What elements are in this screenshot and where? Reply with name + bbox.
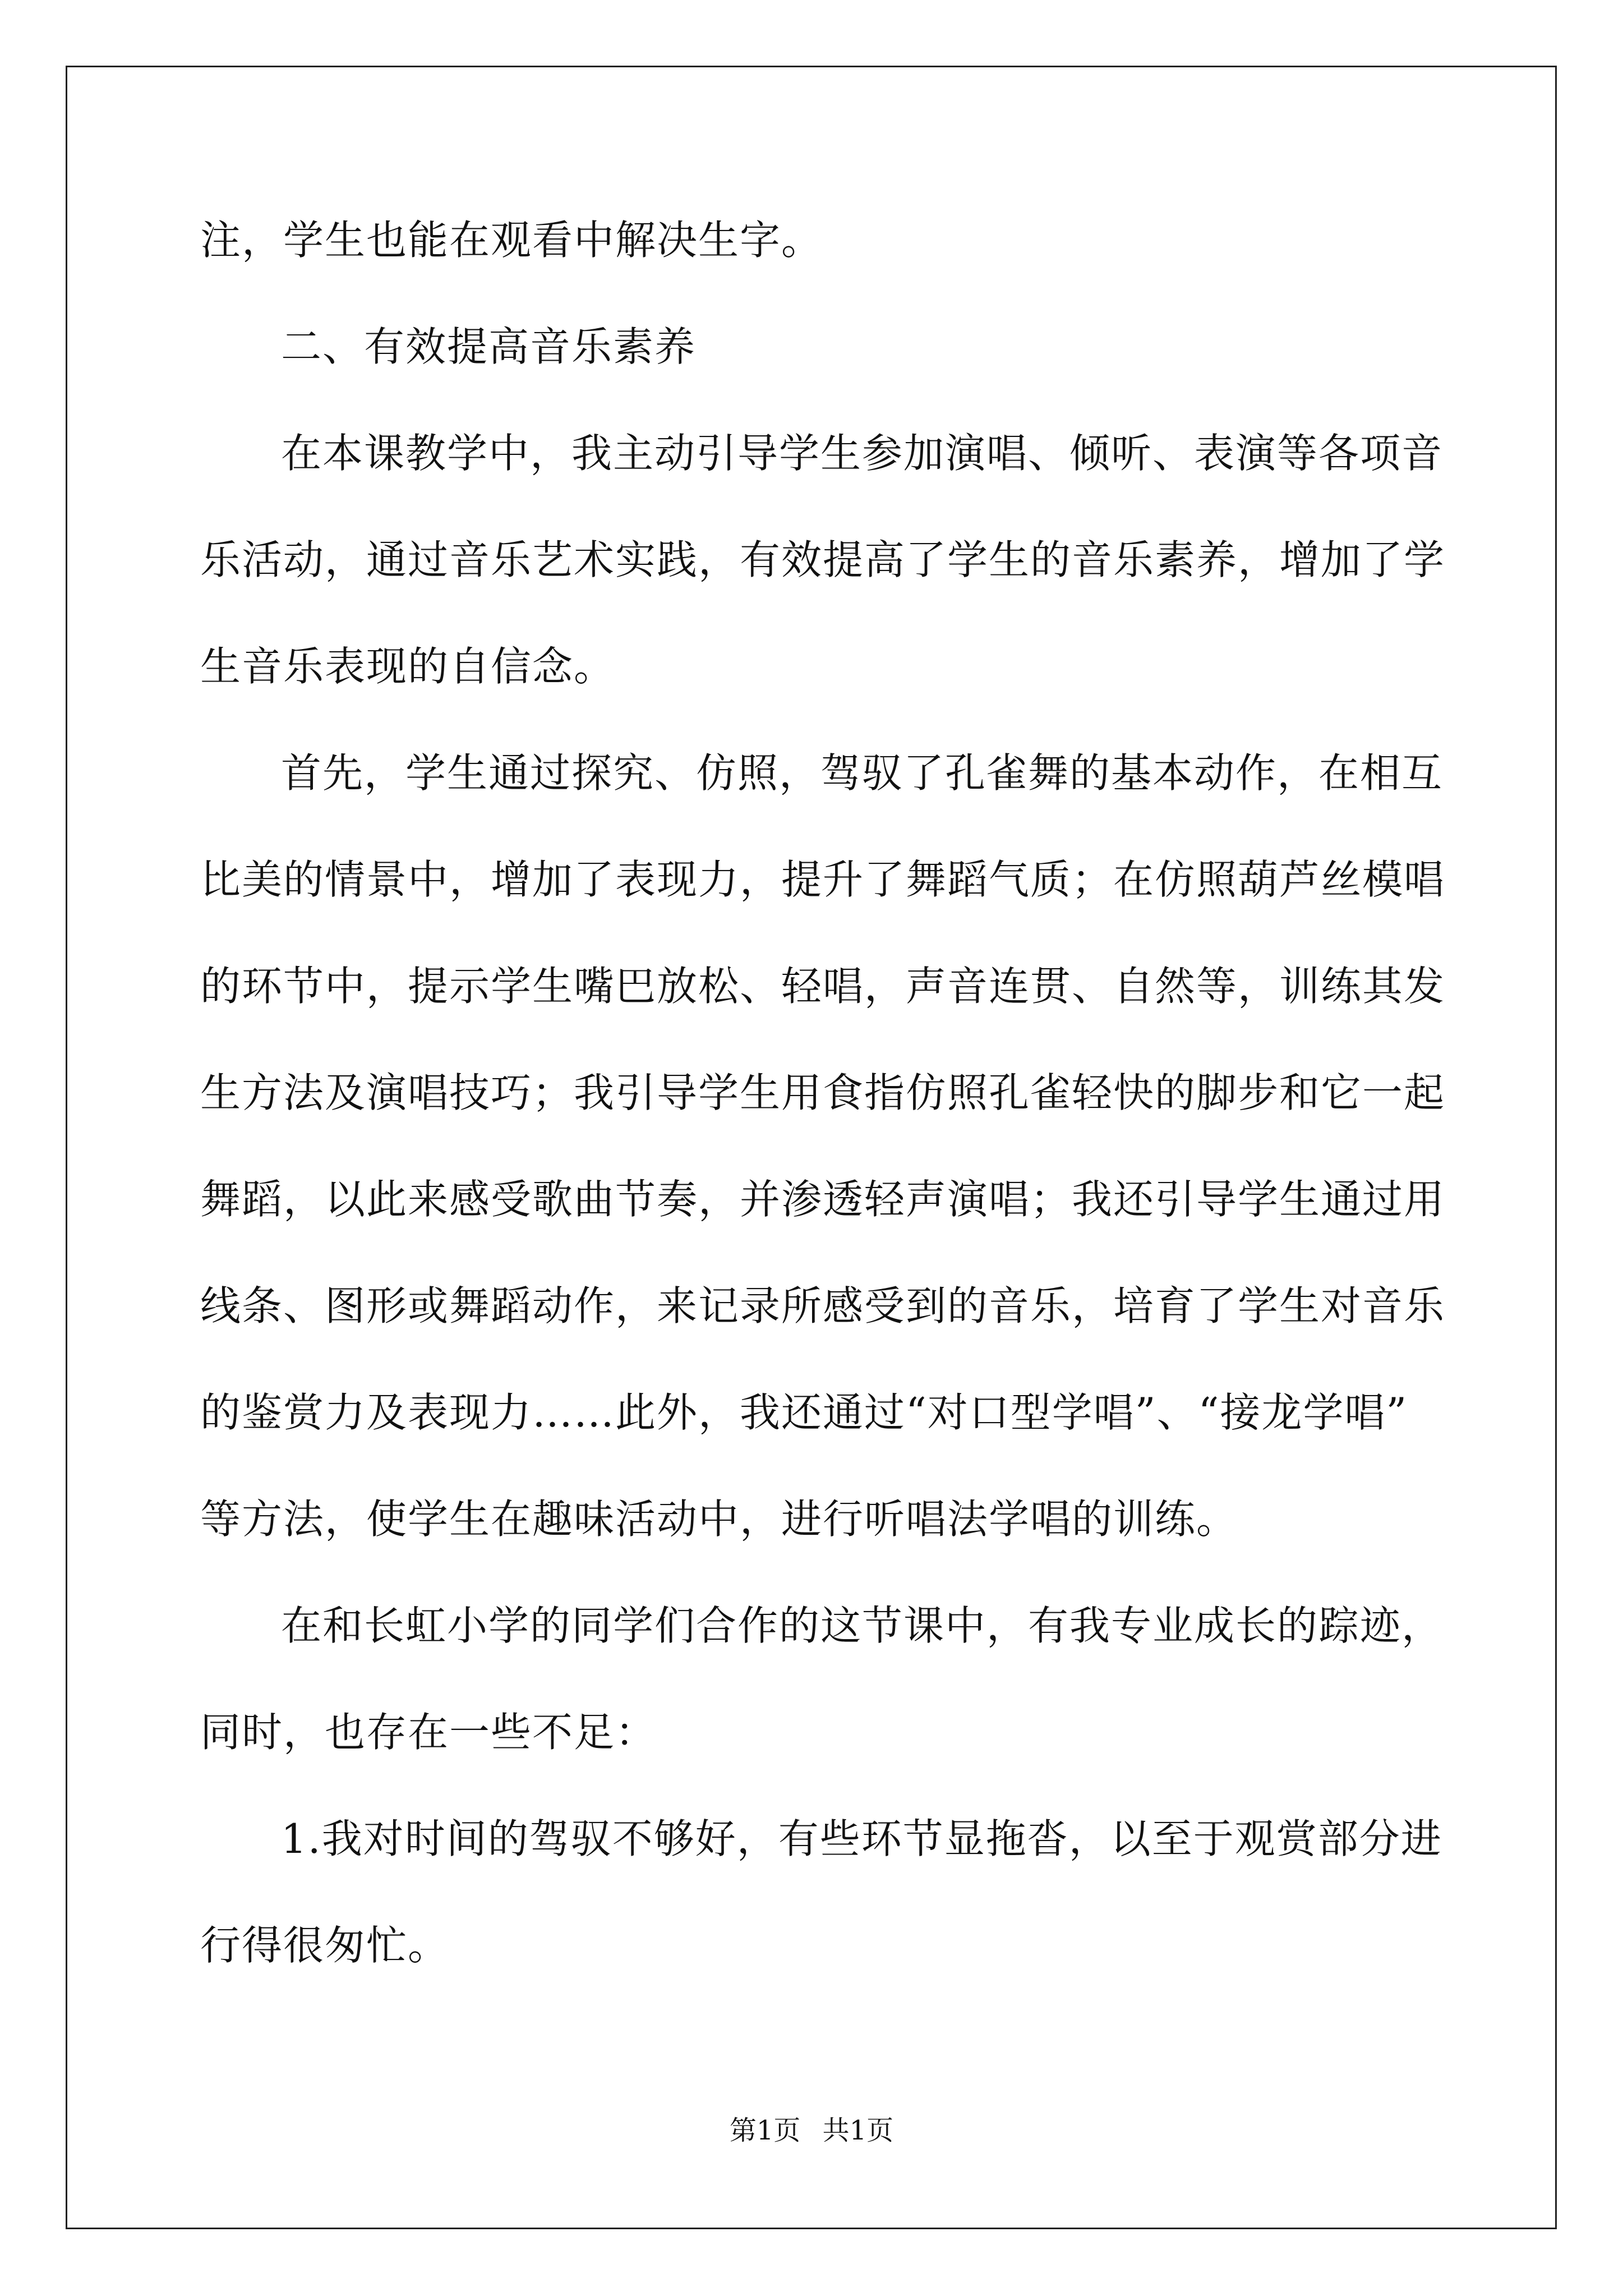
text-line: 生方法及演唱技巧；我引导学生用食指仿照孔雀轻快的脚步和它一起 [200, 1069, 1446, 1116]
text-line: 的环节中，提示学生嘴巴放松、轻唱，声音连贯、自然等，训练其发 [200, 963, 1446, 1010]
text-line: 比美的情景中，增加了表现力，提升了舞蹈气质；在仿照葫芦丝模唱 [200, 856, 1446, 903]
text-line: 同时，也存在一些不足： [200, 1709, 657, 1756]
text-line: 行得很匆忙。 [200, 1922, 450, 1969]
text-line: 乐活动，通过音乐艺术实践，有效提高了学生的音乐素养，增加了学 [200, 536, 1446, 583]
page-border [66, 66, 1557, 2229]
text-line: 1.我对时间的驾驭不够好，有些环节显拖沓，以至于观赏部分进 [281, 1815, 1442, 1862]
section-heading: 二、有效提高音乐素养 [281, 323, 697, 370]
text-line: 舞蹈，以此来感受歌曲节奏，并渗透轻声演唱；我还引导学生通过用 [200, 1176, 1446, 1223]
text-line: 生音乐表现的自信念。 [200, 643, 616, 690]
text-line: 首先，学生通过探究、仿照，驾驭了孔雀舞的基本动作，在相互 [281, 749, 1444, 797]
page-footer [0, 2114, 1623, 2147]
page-number: 第1页 [729, 2115, 801, 2146]
text-line: 的鉴赏力及表现力……此外，我还通过“对口型学唱”、“接龙学唱” [200, 1389, 1408, 1436]
text-line: 线条、图形或舞蹈动作，来记录所感受到的音乐，培育了学生对音乐 [200, 1282, 1446, 1329]
text-line: 在本课教学中，我主动引导学生参加演唱、倾听、表演等各项音 [281, 430, 1444, 477]
page-total: 共1页 [822, 2115, 894, 2146]
text-line: 等方法，使学生在趣味活动中，进行听唱法学唱的训练。 [200, 1496, 1238, 1543]
text-line: 注，学生也能在观看中解决生字。 [200, 217, 823, 264]
text-line: 在和长虹小学的同学们合作的这节课中，有我专业成长的踪迹， [281, 1602, 1444, 1649]
